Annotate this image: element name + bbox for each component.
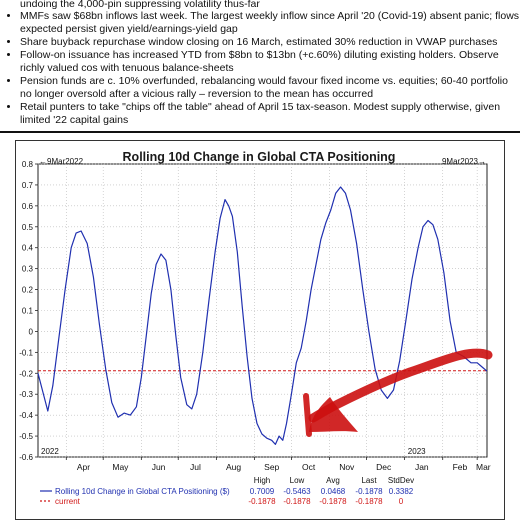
legend-header: High	[253, 476, 271, 485]
y-tick-label: 0.4	[21, 243, 33, 253]
x-tick-label: Jun	[151, 462, 166, 472]
x-tick-label: Mar	[475, 462, 491, 472]
legend-value: 0.3382	[388, 487, 414, 496]
y-tick-label: 0.2	[21, 285, 33, 295]
y-tick-label: 0	[28, 327, 33, 337]
x-tick-label: Jul	[190, 462, 201, 472]
y-tick-label: 0.1	[21, 306, 33, 316]
y-tick-label: -0.1	[19, 348, 33, 358]
y-tick-label: -0.6	[19, 453, 33, 462]
x-tick-label: Aug	[226, 462, 242, 472]
x-tick-label: Nov	[339, 462, 355, 472]
doc-bullet: • Pension funds are c. 10% overfunded, rebalancing would favour fixed income vs. equities; 60-40 portfolio no longer oversold after a vicious rally – reversion to the mean has occurred	[20, 75, 520, 101]
legend-value: -0.1878	[355, 497, 383, 506]
y-tick-label: 0.3	[21, 264, 33, 274]
legend-value: -0.1878	[283, 497, 311, 506]
legend-value: 0.0468	[320, 487, 346, 496]
y-tick-label: -0.3	[19, 390, 33, 400]
x-tick-label: Sep	[264, 462, 280, 472]
legend-series-name: Rolling 10d Change in Global CTA Positioning ($)	[55, 487, 230, 496]
x-tick-label: Oct	[302, 462, 316, 472]
legend-value: 0.7009	[249, 487, 275, 496]
end-date-label: 9Mar2023→	[441, 157, 486, 166]
legend-value: 0	[398, 497, 404, 506]
series-line	[38, 187, 487, 444]
y-tick-label: -0.5	[19, 432, 33, 442]
y-tick-label: -0.2	[19, 369, 33, 379]
legend-series-name: current	[55, 497, 80, 506]
doc-bullet: • Follow-on issuance has increased YTD from $8bn to $13bn (+c.60%) diluting existing holders. Observe richly valued cos with tenuous balance-sheets	[20, 49, 520, 75]
legend-value: -0.1878	[319, 497, 347, 506]
y-tick-label: 0.6	[21, 201, 33, 211]
x-tick-label: Feb	[452, 462, 468, 472]
doc-bullet: • MMFs saw $68bn inflows last week. The largest weekly inflow since April '20 (Covid-19) absent panic; flows expected persist given yield/earnings-yield gap	[20, 10, 520, 36]
annotation-arrow-shaft	[313, 353, 488, 418]
annotation-arrow-stroke	[306, 396, 309, 434]
doc-first-line: undoing the 4,000-pin suppressing volatility thus-far	[20, 0, 260, 10]
y-tick-label: 0.5	[21, 222, 33, 232]
doc-bullet: • Retail punters to take "chips off the table" ahead of April 15 tax-season. Modest supply otherwise, given limited '22 capital gains	[20, 101, 520, 127]
x-tick-label: Dec	[376, 462, 392, 472]
year-label: 2023	[407, 447, 426, 456]
x-tick-label: Jan	[414, 462, 429, 472]
y-tick-label: 0.8	[21, 160, 33, 169]
chart-title: Rolling 10d Change in Global CTA Positioning	[122, 150, 396, 164]
start-date-label: ←9Mar2022	[39, 157, 84, 166]
x-tick-label: Apr	[76, 462, 91, 472]
y-tick-label: -0.4	[19, 411, 33, 421]
x-tick-label: May	[112, 462, 129, 472]
legend-value: -0.5463	[283, 487, 311, 496]
year-label: 2022	[41, 447, 59, 456]
legend-value: -0.1878	[355, 487, 383, 496]
legend-header: Last	[361, 476, 377, 485]
doc-bullet: • Share buyback repurchase window closing on 16 March, estimated 30% reduction in VWAP purchases	[20, 36, 520, 49]
legend-value: -0.1878	[248, 497, 276, 506]
legend-header: Avg	[326, 476, 340, 485]
legend-header: StdDev	[387, 476, 415, 485]
y-tick-label: 0.7	[21, 180, 33, 190]
legend-header: Low	[289, 476, 305, 485]
